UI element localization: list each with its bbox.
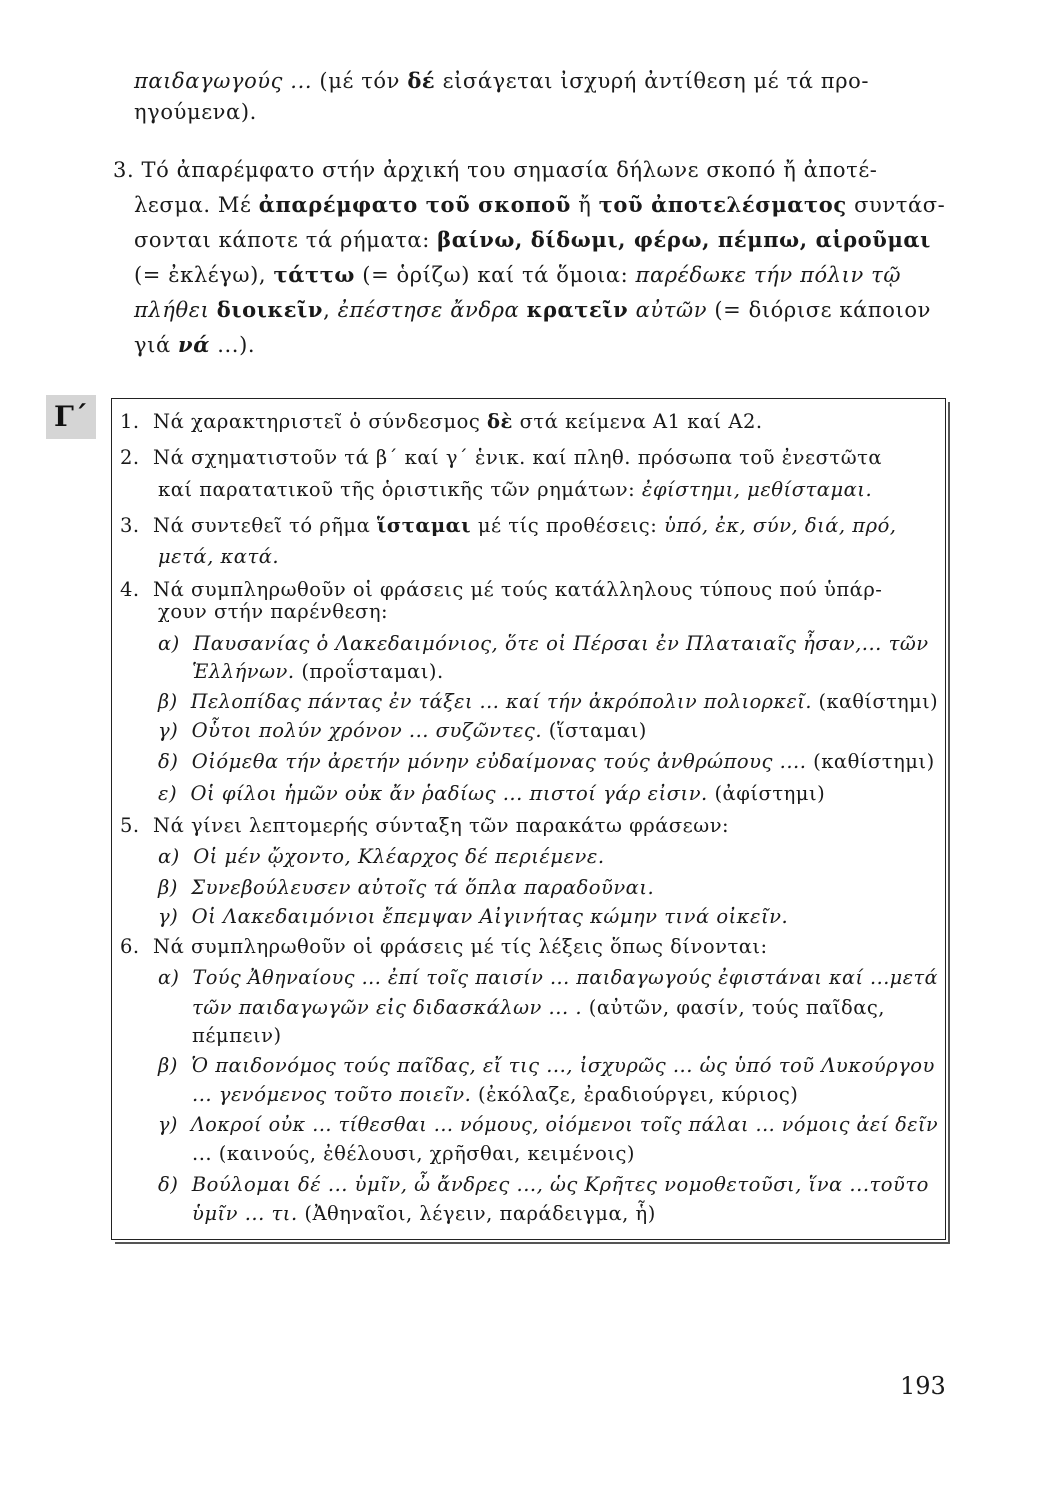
exercise-subitem: δ) Βούλομαι δέ ... ὑμῖν, ὦ ἄνδρες ..., ὡς Κρῆτες νομοθετοῦσι, ἵνα ...τοῦτο	[158, 1173, 929, 1196]
exercise-line: ... (καινούς, ἐθέλουσι, χρῆσθαι, κειμένοις)	[192, 1142, 635, 1165]
exercise-subitem: β) Πελοπίδας πάντας ἐν τάξει ... καί τήν ἀκρόπολιν πολιορκεῖ. (καθίστημι)	[158, 690, 939, 713]
exercise-subitem: β) Ὁ παιδονόμος τούς παῖδας, εἴ τις ..., ἰσχυρῶς ... ὡς ὑπό τοῦ Λυκούργου	[158, 1054, 935, 1077]
exercise-line: Ἑλλήνων. (προΐσταμαι).	[192, 660, 444, 683]
text-line: παιδαγωγούς ... (μέ τόν δέ εἰσάγεται ἰσχυρή ἀντίθεση μέ τά προ-	[134, 68, 870, 93]
exercise-line: καί παρατατικοῦ τῆς ὁριστικῆς τῶν ρημάτων: ἐφίστημι, μεθίσταμαι.	[158, 478, 873, 501]
exercise-subitem: δ) Οἰόμεθα τήν ἀρετήν μόνην εὐδαίμονας τούς ἀνθρώπους .... (καθίστημι)	[158, 750, 935, 773]
text-line: (= ἐκλέγω), τάττω (= ὁρίζω) καί τά ὅμοια: παρέδωκε τήν πόλιν τῷ	[134, 262, 902, 287]
exercise-subitem: γ) Οἱ Λακεδαιμόνιοι ἔπεμψαν Αἰγινήτας κώμην τινά οἰκεῖν.	[158, 905, 789, 928]
exercise-item: 6. Νά συμπληρωθοῦν οἱ φράσεις μέ τίς λέξεις ὅπως δίνονται:	[120, 935, 768, 958]
text-line: ηγούμενα).	[134, 100, 257, 124]
text-line: λεσμα. Μέ ἀπαρέμφατο τοῦ σκοποῦ ἤ τοῦ ἀποτελέσματος συντάσ-	[134, 192, 946, 217]
exercise-subitem: β) Συνεβούλευσεν αὐτοῖς τά ὅπλα παραδοῦναι.	[158, 876, 655, 899]
text-line: γιά νά ...).	[134, 332, 256, 357]
exercise-subitem: γ) Λοκροί οὐκ ... τίθεσθαι ... νόμους, οἰόμενοι τοῖς πάλαι ... νόμοις ἀεί δεῖν	[158, 1113, 939, 1136]
exercise-subitem: α) Οἱ μέν ᾤχοντο, Κλέαρχος δέ περιέμενε.	[158, 845, 605, 868]
exercise-line: τῶν παιδαγωγῶν εἰς διδασκάλων ... . (αὐτῶν, φασίν, τούς παῖδας,	[192, 996, 886, 1019]
text-line: 3. Τό ἀπαρέμφατο στήν ἀρχική του σημασία δήλωνε σκοπό ἤ ἀποτέ-	[113, 158, 878, 182]
exercise-item: 2. Νά σχηματιστοῦν τά β΄ καί γ΄ ἑνικ. καί πληθ. πρόσωπα τοῦ ἐνεστῶτα	[120, 446, 883, 469]
exercise-line: μετά, κατά.	[158, 545, 280, 568]
exercise-line: ὑμῖν ... τι. (Ἀθηναῖοι, λέγειν, παράδειγμα, ἧ)	[192, 1202, 656, 1225]
exercise-subitem: α) Παυσανίας ὁ Λακεδαιμόνιος, ὅτε οἱ Πέρσαι ἐν Πλαταιαῖς ἦσαν,... τῶν	[158, 632, 929, 655]
exercise-item: 1. Νά χαρακτηριστεῖ ὁ σύνδεσμος δὲ στά κείμενα Α1 καί Α2.	[120, 410, 763, 433]
section-letter: Γ΄	[46, 395, 96, 439]
exercise-line: πέμπειν)	[192, 1024, 282, 1047]
exercise-item: 5. Νά γίνει λεπτομερής σύνταξη τῶν παρακάτω φράσεων:	[120, 814, 730, 837]
text-line: πλήθει διοικεῖν, ἐπέστησε ἄνδρα κρατεῖν αὐτῶν (= διόρισε κάποιον	[134, 297, 931, 322]
exercise-item: 4. Νά συμπληρωθοῦν οἱ φράσεις μέ τούς κατάλληλους τύπους πού ὑπάρ-	[120, 578, 883, 601]
page-number: 193	[900, 1372, 946, 1400]
exercise-subitem: ε) Οἱ φίλοι ἡμῶν οὐκ ἄν ῥαδίως ... πιστοί γάρ εἰσιν. (ἀφίστημι)	[158, 782, 826, 805]
exercise-line: ... γενόμενος τοῦτο ποιεῖν. (ἐκόλαζε, ἐραδιούργει, κύριος)	[192, 1083, 799, 1106]
exercise-item: 3. Νά συντεθεῖ τό ρῆμα ἵσταμαι μέ τίς προθέσεις: ὑπό, ἐκ, σύν, διά, πρό,	[120, 514, 897, 537]
exercise-subitem: α) Τούς Ἀθηναίους ... ἐπί τοῖς παισίν ... παιδαγωγούς ἐφιστάναι καί ...μετά	[158, 966, 938, 989]
text-line: σονται κάποτε τά ρήματα: βαίνω, δίδωμι, φέρω, πέμπω, αἱροῦμαι	[134, 227, 931, 252]
exercise-subitem: γ) Οὗτοι πολύν χρόνον ... συζῶντες. (ἵσταμαι)	[158, 719, 647, 742]
exercise-line: χουν στήν παρένθεση:	[158, 600, 389, 623]
